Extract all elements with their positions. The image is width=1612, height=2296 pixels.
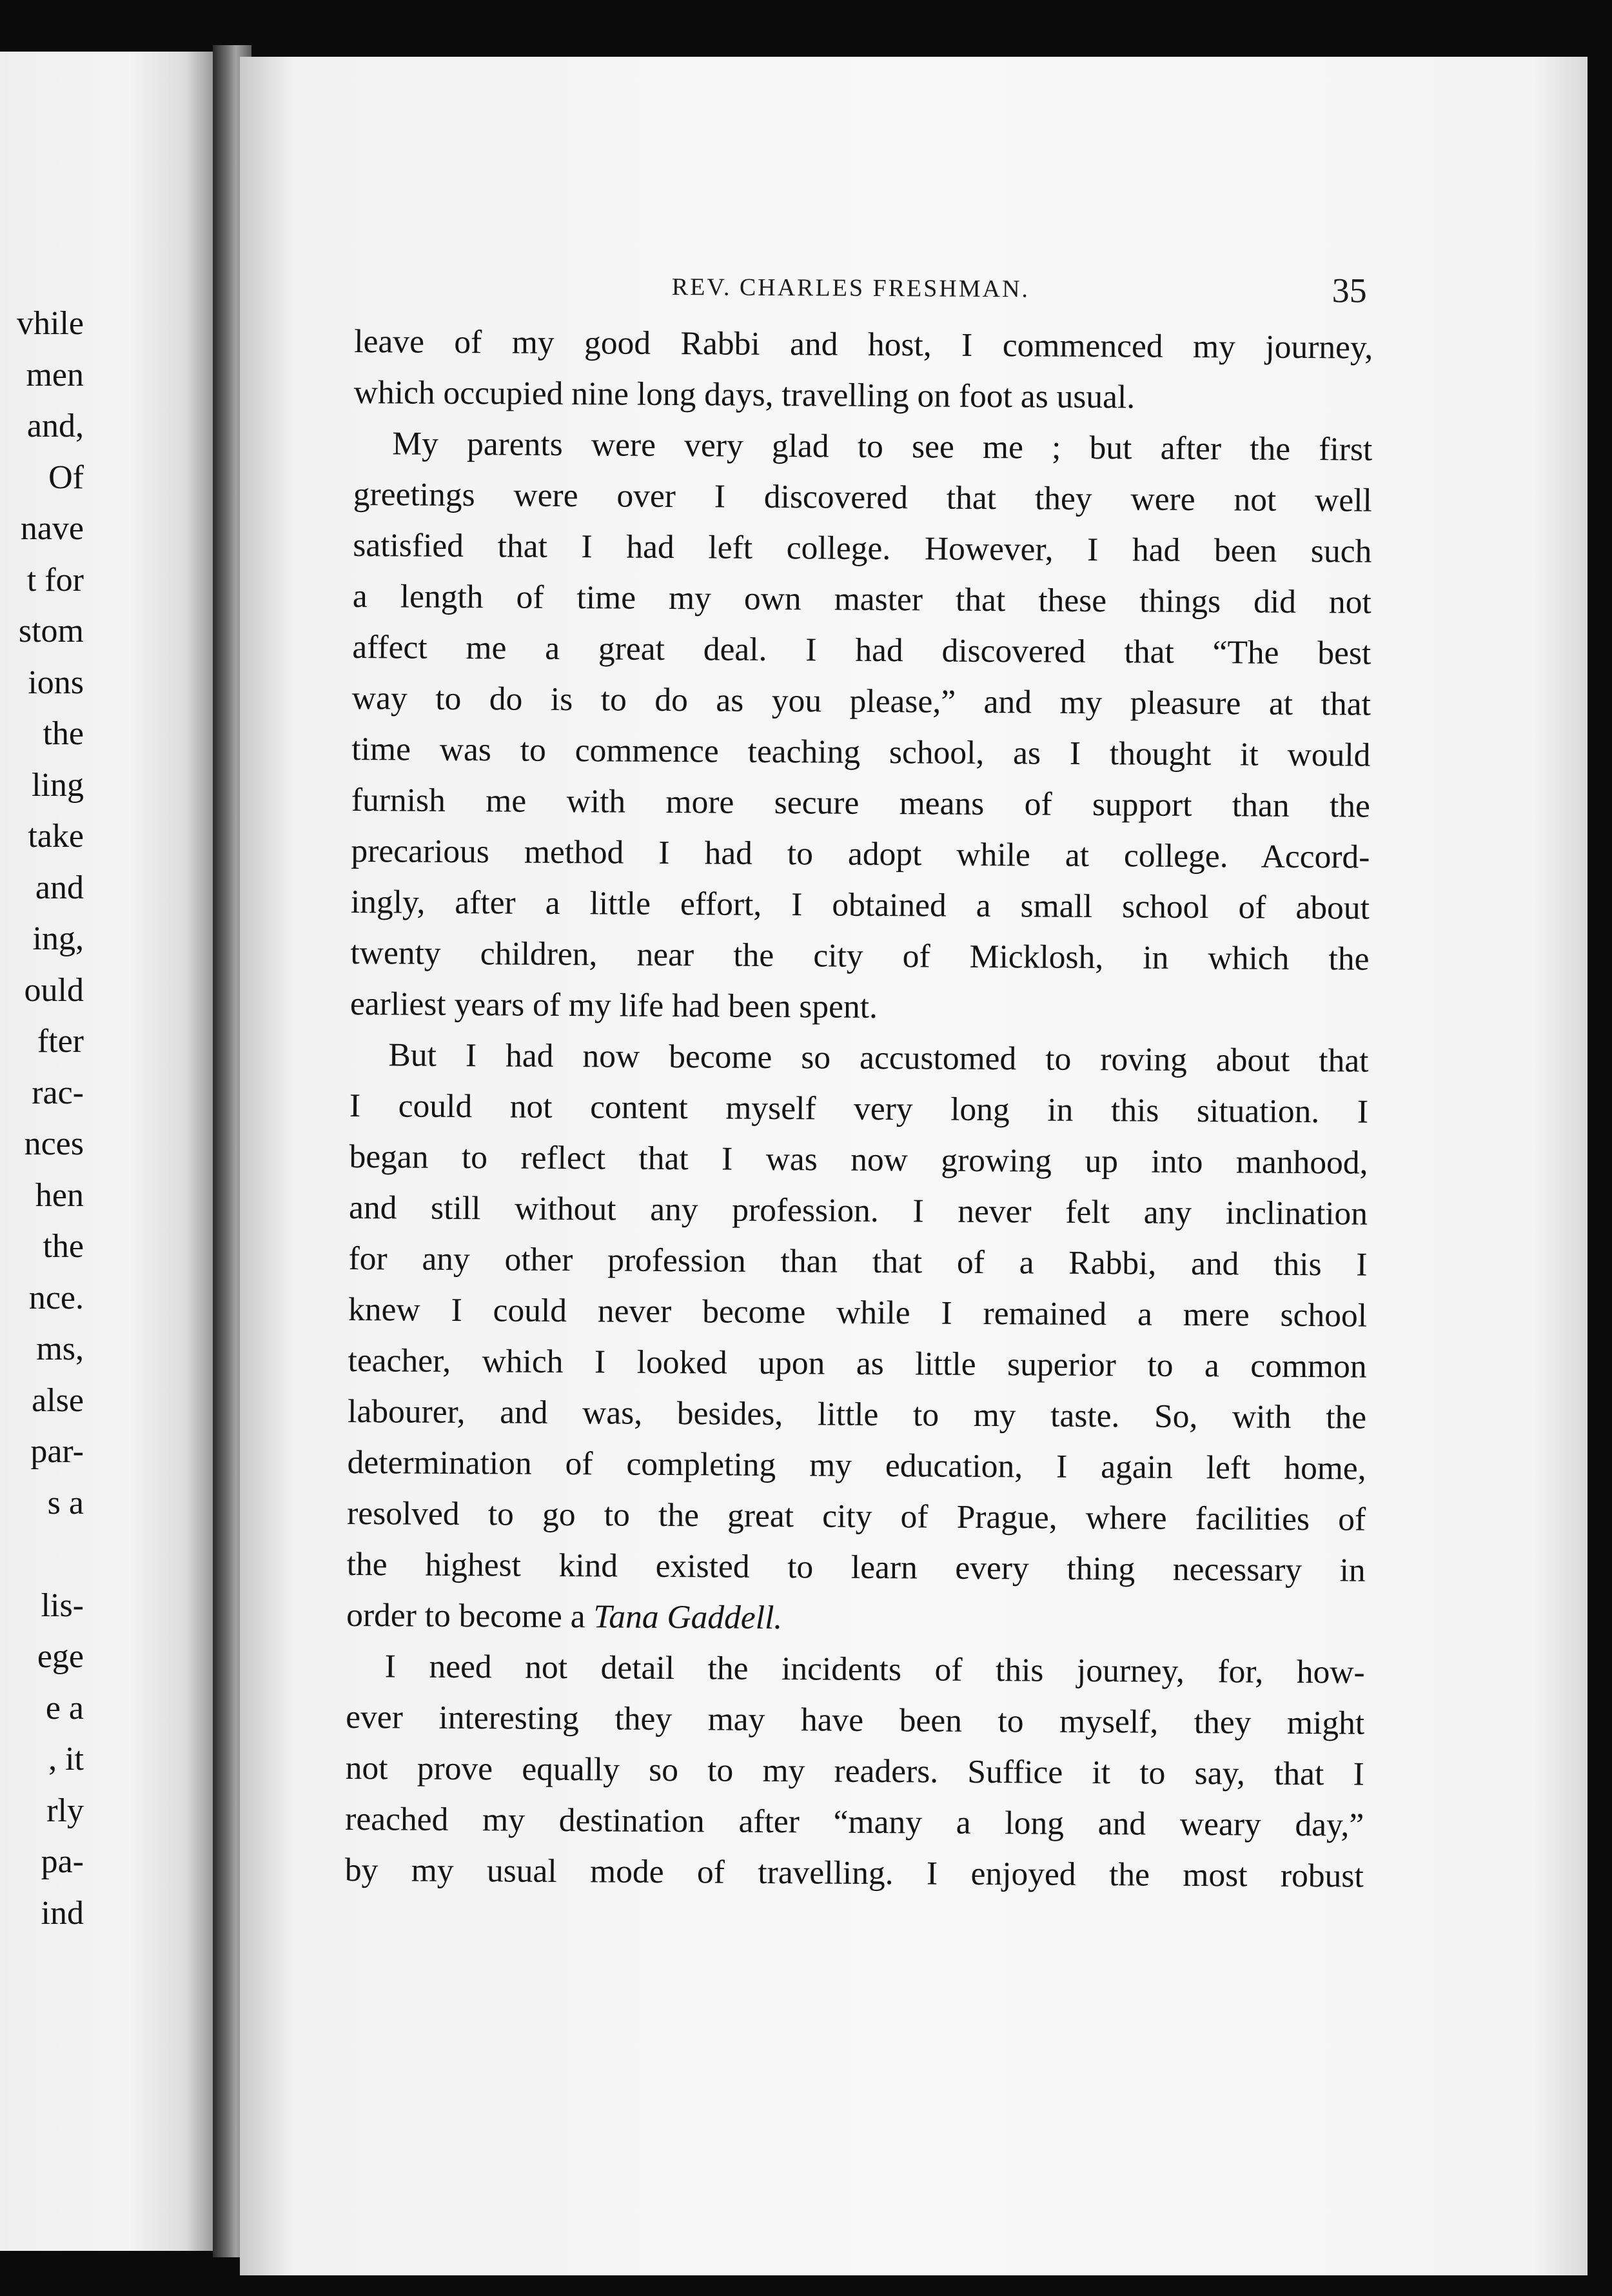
text-line (354, 316, 1373, 373)
text-line-content: satisfied that I had left college. However, I had been such (353, 526, 1372, 570)
left-page-fragment: ms, (36, 1331, 84, 1367)
left-page-fragment: pa- (41, 1843, 84, 1880)
left-page-fragment: e a (45, 1689, 84, 1727)
left-page-fragment: ind (41, 1894, 84, 1932)
text-line-content: for any other profession than that of a Rabbi, and this I (348, 1240, 1368, 1283)
page-text-block (345, 264, 1373, 1902)
text-line-content: time was to commence teaching school, as I thought it would (351, 730, 1371, 774)
text-line-content: earliest years of my life had been spent. (349, 985, 878, 1025)
text-line (350, 978, 1369, 1036)
text-line-content: knew I could never become while I remained a mere school (348, 1291, 1368, 1334)
text-line-content: leave of my good Rabbi and host, I commenced my journey, (354, 322, 1373, 366)
text-line (349, 1182, 1368, 1240)
text-line (345, 1845, 1364, 1902)
text-line-content: ever interesting they may have been to myself, they might (346, 1698, 1365, 1742)
text-line (349, 1029, 1368, 1087)
text-line-content: by my usual mode of travelling. I enjoyed the most robust (344, 1851, 1364, 1895)
left-page-fragment: ing, (32, 920, 84, 957)
text-line-content: ingly, after a little effort, I obtained a small school of about (350, 883, 1370, 927)
text-line-content: greetings were over I discovered that they were not well (353, 475, 1372, 519)
text-line-content: order to become a (346, 1596, 585, 1636)
left-page (0, 52, 232, 2251)
text-line (349, 1080, 1368, 1138)
italic-term: Tana Gaddell. (593, 1598, 783, 1637)
text-line-content: furnish me with more secure means of support than the (351, 781, 1371, 825)
text-line (352, 673, 1371, 730)
running-title: REV. CHARLES FRESHMAN. (671, 273, 1030, 303)
left-page-fragment: ould (24, 971, 84, 1009)
left-page-fragment: vhile (17, 305, 84, 342)
body-text (345, 316, 1373, 1902)
left-page-fragment (0, 1529, 84, 1580)
left-page-fragment: and (35, 869, 84, 906)
text-line-content: determination of completing my education, I again left home, (347, 1443, 1366, 1487)
left-page-fragment: ling (32, 766, 84, 804)
text-line (353, 520, 1371, 577)
text-line-content: labourer, and was, besides, little to my taste. So, with the (347, 1392, 1367, 1436)
text-line (348, 1284, 1367, 1341)
text-line-content: twenty children, near the city of Micklosh, in which the (350, 934, 1370, 978)
left-page-fragment: ege (37, 1638, 84, 1675)
text-line (346, 1641, 1364, 1698)
left-page-fragment: and, (26, 408, 84, 444)
text-line (346, 1590, 1365, 1647)
text-line (346, 1692, 1364, 1749)
right-page (240, 57, 1587, 2275)
text-line-content: teacher, which I looked upon as little superior to a common (348, 1341, 1367, 1385)
text-line (348, 1386, 1366, 1443)
text-line (350, 927, 1369, 985)
left-page-fragment: hen (35, 1176, 84, 1214)
page-number: 35 (1332, 271, 1367, 310)
left-page-fragment: , it (48, 1741, 84, 1777)
text-line (351, 775, 1370, 832)
text-line (351, 876, 1370, 934)
text-line-content: which occupied nine long days, travelling on foot as usual. (353, 373, 1135, 416)
left-page-fragment: par- (30, 1433, 84, 1470)
text-line (351, 724, 1370, 781)
left-page-fragment: nces (24, 1125, 84, 1162)
text-line (354, 367, 1373, 424)
text-line (348, 1335, 1366, 1392)
left-page-fragment: rac- (32, 1074, 84, 1111)
text-line (353, 571, 1371, 628)
left-page-fragment: nave (20, 510, 84, 547)
text-line (347, 1437, 1366, 1494)
left-page-fragment: men (26, 356, 84, 393)
text-line-content: a length of time my own master that these things did not (352, 577, 1372, 621)
text-line-content: began to reflect that I was now growing up into manhood, (349, 1138, 1368, 1182)
text-line (346, 1539, 1365, 1596)
text-line (347, 1488, 1366, 1545)
left-page-fragment: alse (32, 1381, 84, 1419)
text-line-content: I could not content myself very long in this situation. I (349, 1087, 1369, 1131)
left-page-fragment: t for (26, 561, 84, 599)
text-line-content: the highest kind existed to learn every thing necessary in (346, 1545, 1366, 1589)
left-page-text-fragments (0, 298, 84, 1939)
text-line-content: way to do is to do as you please,” and my pleasure at that (351, 679, 1371, 723)
left-page-fragment: nce. (28, 1279, 84, 1316)
left-page-fragment: lis- (41, 1587, 84, 1624)
text-line-content: reached my destination after “many a long and weary day,” (345, 1800, 1364, 1844)
text-line (352, 622, 1371, 679)
left-page-fragment: s a (47, 1484, 84, 1521)
text-line-content: not prove equally so to my readers. Suffice it to say, that I (345, 1749, 1364, 1793)
text-line (345, 1794, 1364, 1851)
text-line-content: resolved to go to the great city of Prague, where facilities of (346, 1494, 1366, 1538)
text-line (346, 1743, 1364, 1800)
left-page-fragment: stom (18, 613, 84, 649)
text-line-content: and still without any profession. I never felt any inclination (348, 1189, 1368, 1232)
text-line-content: But I had now become so accustomed to roving about that (388, 1036, 1369, 1080)
text-line-content: My parents were very glad to see me ; but after the first (392, 425, 1373, 468)
text-line-content: I need not detail the incidents of this journey, for, how- (384, 1648, 1365, 1691)
running-header (355, 264, 1373, 322)
left-page-fragment: take (28, 818, 84, 855)
left-page-fragment: the (43, 715, 84, 752)
text-line (351, 826, 1370, 883)
text-line (348, 1233, 1367, 1291)
left-page-fragment: the (43, 1228, 84, 1265)
text-line (349, 1131, 1368, 1189)
text-line (353, 469, 1372, 526)
left-page-fragment: rly (46, 1792, 84, 1829)
text-line-content: precarious method I had to adopt while at college. Accord- (351, 832, 1370, 876)
text-line (353, 418, 1372, 475)
left-page-fragment: fter (37, 1023, 84, 1060)
left-page-fragment: Of (48, 459, 84, 496)
text-line-content: affect me a great deal. I had discovered that “The best (352, 628, 1371, 672)
left-page-fragment: ions (28, 664, 84, 701)
